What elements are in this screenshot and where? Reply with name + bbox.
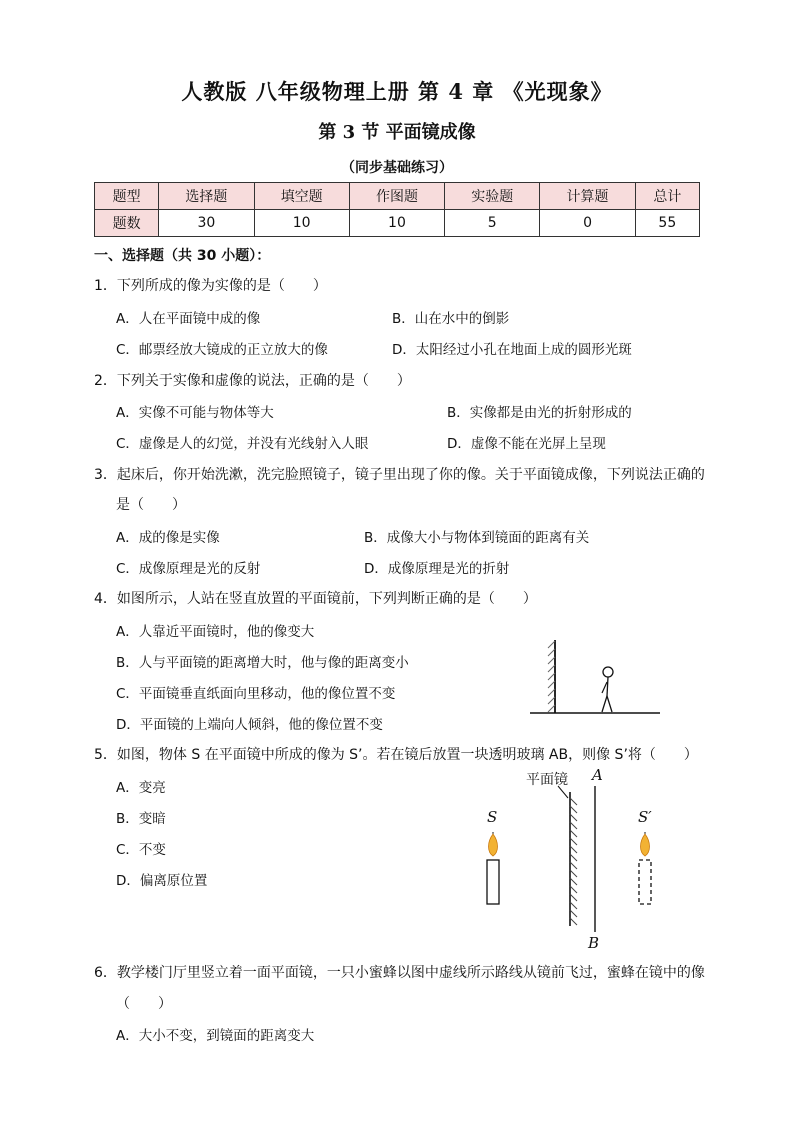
question-6-stem-continued: （ ）: [116, 996, 172, 1012]
question-1-stem: 1．下列所成的像为实像的是（ ）: [94, 278, 327, 294]
table-header-cell: 总计: [635, 183, 699, 210]
table-cell: 题数: [95, 210, 159, 237]
table-cell: 10: [349, 210, 444, 237]
question-2-option-a: A．实像不可能与物体等大: [116, 405, 274, 421]
glass-label-b: B: [588, 934, 600, 952]
section-title: 第 3 节 平面镜成像: [318, 122, 476, 143]
question-3-stem: 3．起床后，你开始洗漱，洗完脸照镜子，镜子里出现了你的像。关于平面镜成像，下列说法正确的: [94, 467, 705, 483]
question-5-option-d: D．偏离原位置: [116, 873, 208, 889]
choice-section-heading: 一、选择题（共 30 小题）：: [94, 248, 271, 264]
question-4-option-c: C．平面镜垂直纸面向里移动，他的像位置不变: [116, 686, 396, 702]
question-1-option-c: C．邮票经放大镜成的正立放大的像: [116, 342, 328, 358]
table-header-row: [95, 183, 700, 210]
image-label-s-prime: S′: [638, 808, 652, 826]
question-3-option-c: C．成像原理是光的反射: [116, 561, 261, 577]
table-cell: 55: [635, 210, 699, 237]
table-header-cell: 填空题: [254, 183, 349, 210]
table-header-cell: 实验题: [445, 183, 540, 210]
page-title: 人教版 八年级物理上册 第 4 章 《光现象》: [181, 79, 613, 104]
question-6-option-a: A．大小不变，到镜面的距离变大: [116, 1028, 315, 1044]
question-5-option-b: B．变暗: [116, 811, 166, 827]
candle-mirror-figure: [470, 762, 670, 952]
object-label-s: S: [487, 808, 498, 826]
score-table: [94, 182, 700, 237]
question-5-option-a: A．变亮: [116, 780, 166, 796]
table-row: [95, 210, 700, 237]
question-3-option-d: D．成像原理是光的折射: [364, 561, 510, 577]
table-header-cell: 选择题: [159, 183, 254, 210]
question-4-option-a: A．人靠近平面镜时，他的像变大: [116, 624, 315, 640]
question-6-stem: 6．教学楼门厅里竖立着一面平面镜，一只小蜜蜂以图中虚线所示路线从镜前飞过，蜜蜂在镜中的像: [94, 965, 705, 981]
question-2-option-d: D．虚像不能在光屏上呈现: [447, 436, 606, 452]
question-2-option-c: C．虚像是人的幻觉，并没有光线射入人眼: [116, 436, 369, 452]
mirror-label: 平面镜: [526, 772, 568, 788]
question-1-option-b: B．山在水中的倒影: [392, 311, 510, 327]
question-5-option-c: C．不变: [116, 842, 166, 858]
question-3-stem-continued: 是（ ）: [116, 497, 186, 513]
table-header-cell: 作图题: [349, 183, 444, 210]
table-cell: 30: [159, 210, 254, 237]
table-header-cell: 题型: [95, 183, 159, 210]
question-4-stem: 4．如图所示，人站在竖直放置的平面镜前，下列判断正确的是（ ）: [94, 591, 537, 607]
question-2-option-b: B．实像都是由光的折射形成的: [447, 405, 632, 421]
question-2-stem: 2．下列关于实像和虚像的说法，正确的是（ ）: [94, 373, 411, 389]
question-1-option-d: D．太阳经过小孔在地面上成的圆形光斑: [392, 342, 632, 358]
table-cell: 5: [445, 210, 540, 237]
question-1-option-a: A．人在平面镜中成的像: [116, 311, 261, 327]
question-4-option-b: B．人与平面镜的距离增大时，他与像的距离变小: [116, 655, 409, 671]
question-5-stem: 5．如图，物体 S 在平面镜中所成的像为 S’。若在镜后放置一块透明玻璃 AB，则像 S’将（ ）: [94, 747, 698, 763]
question-3-option-a: A．成的像是实像: [116, 530, 220, 546]
question-4-option-d: D．平面镜的上端向人倾斜，他的像位置不变: [116, 717, 383, 733]
table-cell: 0: [540, 210, 635, 237]
mirror-person-figure: [525, 636, 665, 718]
table-cell: 10: [254, 210, 349, 237]
glass-label-a: A: [592, 766, 603, 784]
subtitle: （同步基础练习）: [341, 160, 453, 176]
question-3-option-b: B．成像大小与物体到镜面的距离有关: [364, 530, 590, 546]
table-header-cell: 计算题: [540, 183, 635, 210]
